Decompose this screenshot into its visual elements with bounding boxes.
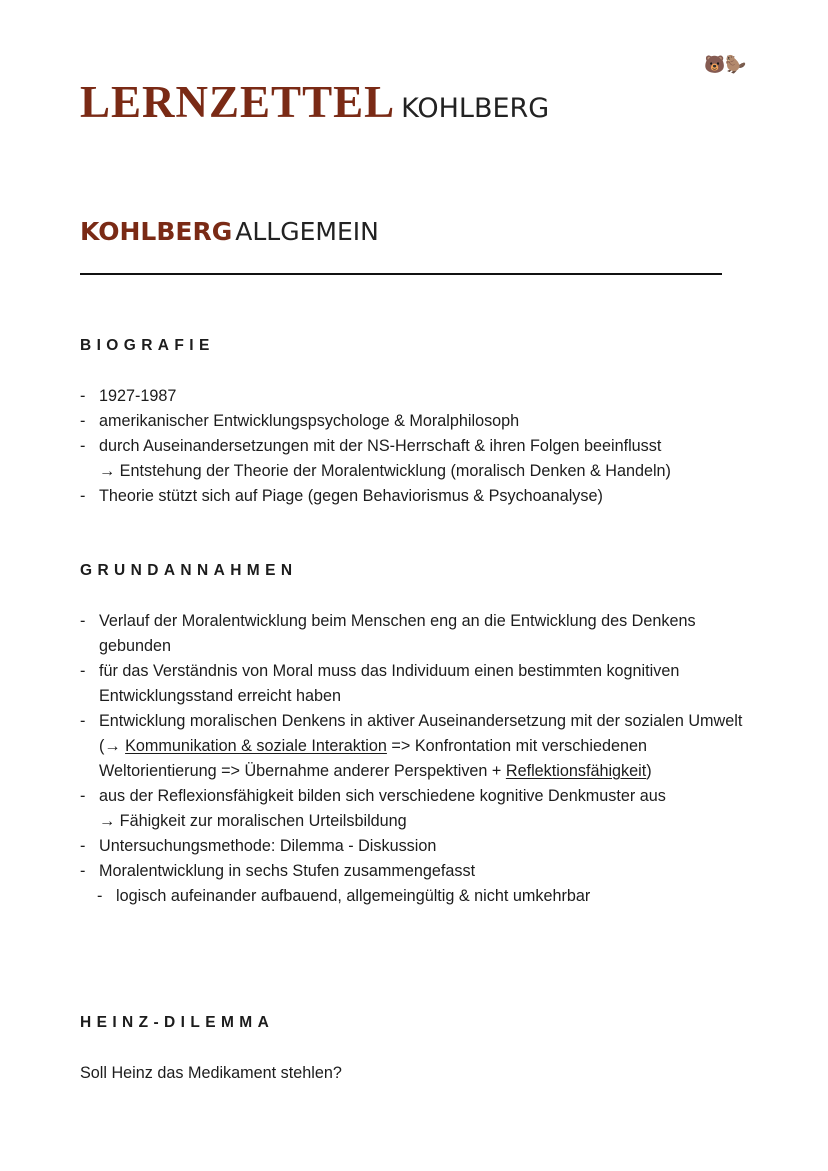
biografie-label: BIOGRAFIE [80, 337, 215, 354]
heinz-dilemma-label: HEINZ-DILEMMA [80, 1014, 275, 1031]
sub-list-item: - logisch aufeinander aufbauend, allgemeingültig & nicht umkehrbar [80, 884, 760, 909]
section-heading-sub: ALLGEMEIN [235, 217, 379, 246]
list-item: - aus der Reflexionsfähigkeit bilden sich verschiedene kognitive Denkmuster aus → Fähigkeit zur moralischen Urteilsbildung [80, 784, 760, 834]
page-title-sub: KOHLBERG [401, 93, 550, 124]
grundannahmen-list [80, 609, 760, 909]
page-title [80, 77, 550, 127]
list-item: - Untersuchungsmethode: Dilemma - Diskussion [80, 834, 760, 859]
list-item: - durch Auseinandersetzungen mit der NS-Herrschaft & ihren Folgen beeinflusst → Entstehung der Theorie der Moralentwicklung (moralisch Denken & Handeln) [80, 434, 760, 484]
page-title-main: LERNZETTEL [80, 77, 396, 127]
list-item: - Moralentwicklung in sechs Stufen zusammengefasst [80, 859, 760, 884]
biografie-list [80, 384, 760, 509]
list-item: - 1927-1987 [80, 384, 760, 409]
list-item: - Entwicklung moralischen Denkens in aktiver Auseinandersetzung mit der sozialen Umwelt (→ Kommunikation & soziale Interaktion => Konfrontation mit verschiedenen Weltorientierung => Übernahme anderer Perspektiven + Reflektionsfähigkeit) [80, 709, 760, 784]
section-heading-main: KOHLBERG [80, 217, 233, 246]
list-item: - für das Verständnis von Moral muss das Individuum einen bestimmten kognitiven Entwicklungsstand erreicht haben [80, 659, 760, 709]
divider-rule [80, 273, 722, 275]
bear-beaver-emoji-icon [704, 55, 746, 75]
section-heading [80, 217, 379, 246]
grundannahmen-label: GRUNDANNAHMEN [80, 562, 298, 579]
underlined-term: Kommunikation & soziale Interaktion [125, 737, 387, 755]
emoji-text: 🐻🦫 [704, 55, 747, 74]
heinz-question: Soll Heinz das Medikament stehlen? [80, 1064, 342, 1082]
underlined-term: Reflektionsfähigkeit [505, 762, 647, 780]
list-item: - Theorie stützt sich auf Piage (gegen Behaviorismus & Psychoanalyse) [80, 484, 760, 509]
list-item: - amerikanischer Entwicklungspsychologe & Moralphilosoph [80, 409, 760, 434]
list-item: - Verlauf der Moralentwicklung beim Menschen eng an die Entwicklung des Denkens gebunden [80, 609, 760, 659]
